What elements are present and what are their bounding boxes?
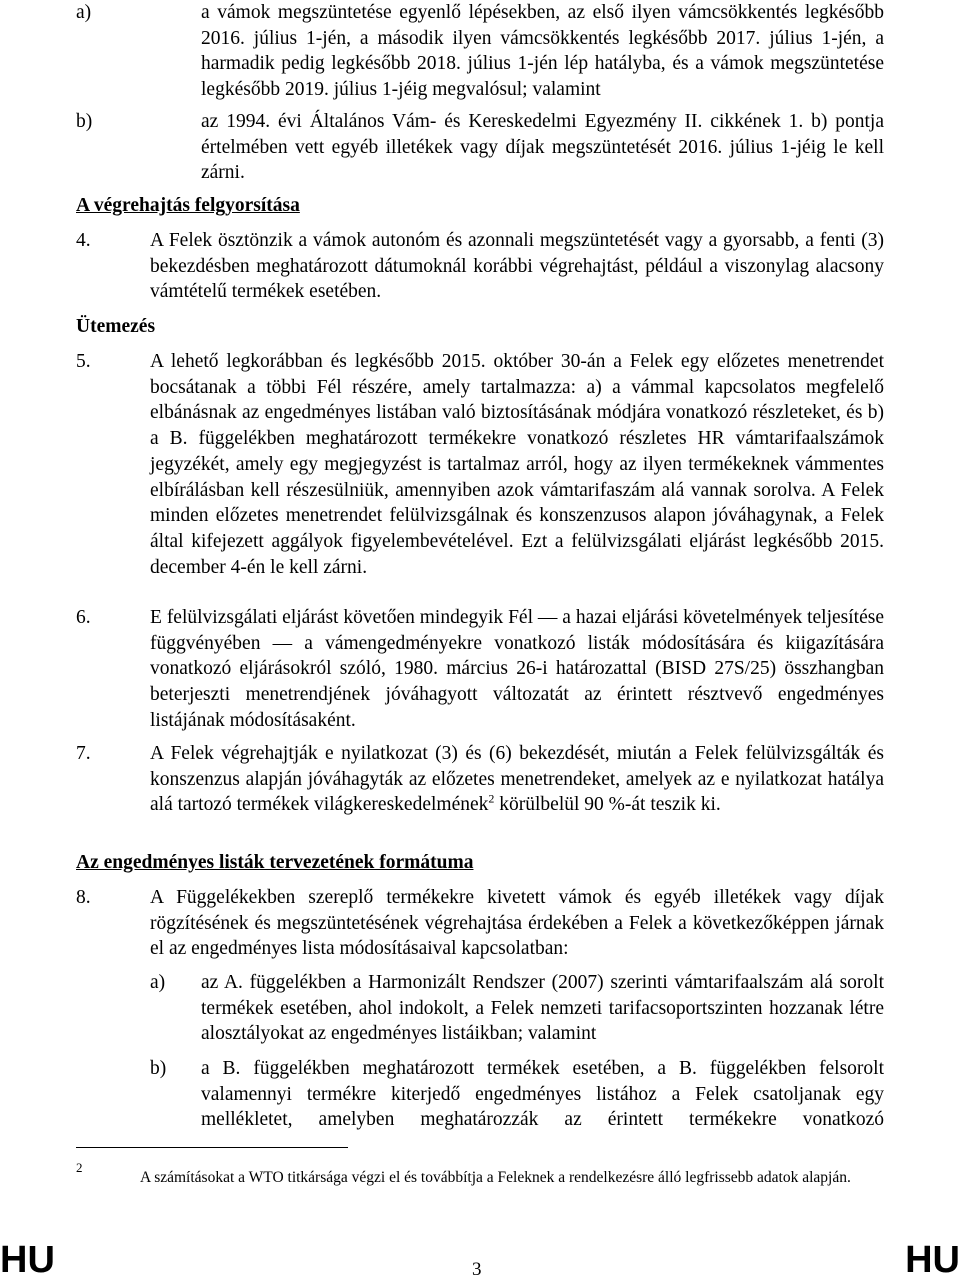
paragraph-text: E felülvizsgálati eljárást követően mindegyik Fél — a hazai eljárási követelmények teljesítése függvényében — a vámengedményekre vonatkozó listák módosítására és kiigazítására vonatkozó eljárásokról szóló, 1980. március 26-i határozattal (BISD 27S/25) összhangban beterjeszti menetrendjének jóváhagyott változatát az érintett résztvevő engedményes listájának módosításaként. [150, 607, 884, 731]
paragraph-number: 8. [76, 887, 91, 908]
sub-item-label: b) [150, 1058, 167, 1079]
sub-item-text: a B. függelékben meghatározott termékek esetében, a B. függelékben felsorolt valamennyi termékre kiterjedő engedményes listához a Felek csatoljanak egy mellékletet, amelyben meghatározzák az érintett termékekre vonatkozó [201, 1058, 884, 1131]
sub-item-text: az A. függelékben a Harmonizált Rendszer (2007) szerinti vámtarifaalszám alá sorolt termékek esetében, ahol indokolt, a Felek nemzeti tarifacsoportszinten hozzanak létre alosztályokat az engedményes listáikban; valamint [201, 972, 884, 1045]
language-code-right: HU [905, 1239, 960, 1281]
paragraph-number: 5. [76, 351, 91, 372]
footnote-text: A számításokat a WTO titkársága végzi el és továbbítja a Feleknek a rendelkezésre álló legfrissebb adatok alapján. [140, 1169, 851, 1186]
language-code-left: HU [0, 1239, 55, 1281]
page-number: 3 [472, 1259, 482, 1280]
paragraph-number: 7. [76, 743, 91, 764]
paragraph-8 [76, 885, 884, 962]
paragraph-4 [76, 228, 884, 305]
footnote-separator [76, 1147, 348, 1148]
footnote-reference[interactable]: 2 [488, 791, 495, 806]
paragraph-text [150, 741, 884, 818]
list-item-text: az 1994. évi Általános Vám- és Kereskedelmi Egyezmény II. cikkének 1. b) pontja értelmében vett egyéb illetékek vagy díjak megszüntetését 2016. július 1-jéig le kell zárni. [201, 111, 884, 184]
paragraph-number: 4. [76, 230, 91, 251]
sub-item-label: a) [150, 972, 166, 993]
list-item-text: a vámok megszüntetése egyenlő lépésekben, az első ilyen vámcsökkentés legkésőbb 2016. július 1-jén, a második ilyen vámcsökkentés legkésőbb 2017. július 1-jén, a harmadik pedig legkésőbb 2018. július 1-jén lép hatályba, és a vámok megszüntetése legkésőbb 2019. július 1-jéig megvalósul; valamint [201, 2, 884, 101]
paragraph-7 [76, 741, 884, 818]
sub-item-b [150, 1056, 884, 1133]
paragraph-text: A Felek ösztönzik a vámok autonóm és azonnali megszüntetését vagy a gyorsabb, a fenti (3) bekezdésben meghatározott dátumoknál korábbi végrehajtást, például a viszonylag alacsony vámtételű termékek esetében. [150, 230, 884, 303]
paragraph-text: A Függelékekben szereplő termékekre kivetett vámok és egyéb illetékek vagy díjak rögzítésének és megszüntetésének végrehajtása érdekében a Felek a következőképpen járnak el az engedményes lista módosításaival kapcsolatban: [150, 887, 884, 960]
paragraph-6 [76, 605, 884, 734]
list-item-label: a) [76, 2, 92, 23]
section-heading-implementation: A végrehajtás felgyorsítása [76, 195, 300, 216]
paragraph-text-part: A Felek végrehajtják e nyilatkozat (3) és (6) bekezdését, miután a Felek felülvizsgálták és konszenzus alapján jóváhagyták az előzetes menetrendeket, amelyek az e nyilatkozat hatálya alá tartozó termékek világkereskedelmének [150, 743, 884, 816]
footnote-number: 2 [76, 1160, 83, 1175]
paragraph-number: 6. [76, 607, 91, 628]
list-item-a [76, 0, 884, 103]
section-heading-format: Az engedményes listák tervezetének formátuma [76, 852, 474, 873]
section-heading-schedule: Ütemezés [76, 316, 156, 337]
sub-item-a [150, 970, 884, 1047]
paragraph-5 [76, 349, 884, 580]
paragraph-text: A lehető legkorábban és legkésőbb 2015. október 30-án a Felek egy előzetes menetrendet bocsátanak a többi Fél részére, amely tartalmazza: a) a vámmal kapcsolatos megfelelő elbánásnak az engedményes listában való biztosításának módjára vonatkozó részleteket, és b) a B. függelékben meghatározott termékekre vonatkozó részletes HR vámtarifaalszámok jegyzékét, amely egy megjegyzést is tartalmaz arról, hogy az ilyen termékeknek vámmentes elbírálásban kell részesülniük, amennyiben azok vámtarifaszám alá vannak sorolva. A Felek minden előzetes menetrendet felülvizsgálnak és konszenzusos alapon jóváhagynak, a Felek által kifejezett aggályok figyelembevételével. Ezt a felülvizsgálati eljárást legkésőbb 2015. december 4-én le kell zárni. [150, 351, 884, 578]
list-item-b [76, 109, 884, 186]
paragraph-text-part: körülbelül 90 %-át teszik ki. [494, 794, 721, 816]
list-item-label: b) [76, 111, 93, 132]
